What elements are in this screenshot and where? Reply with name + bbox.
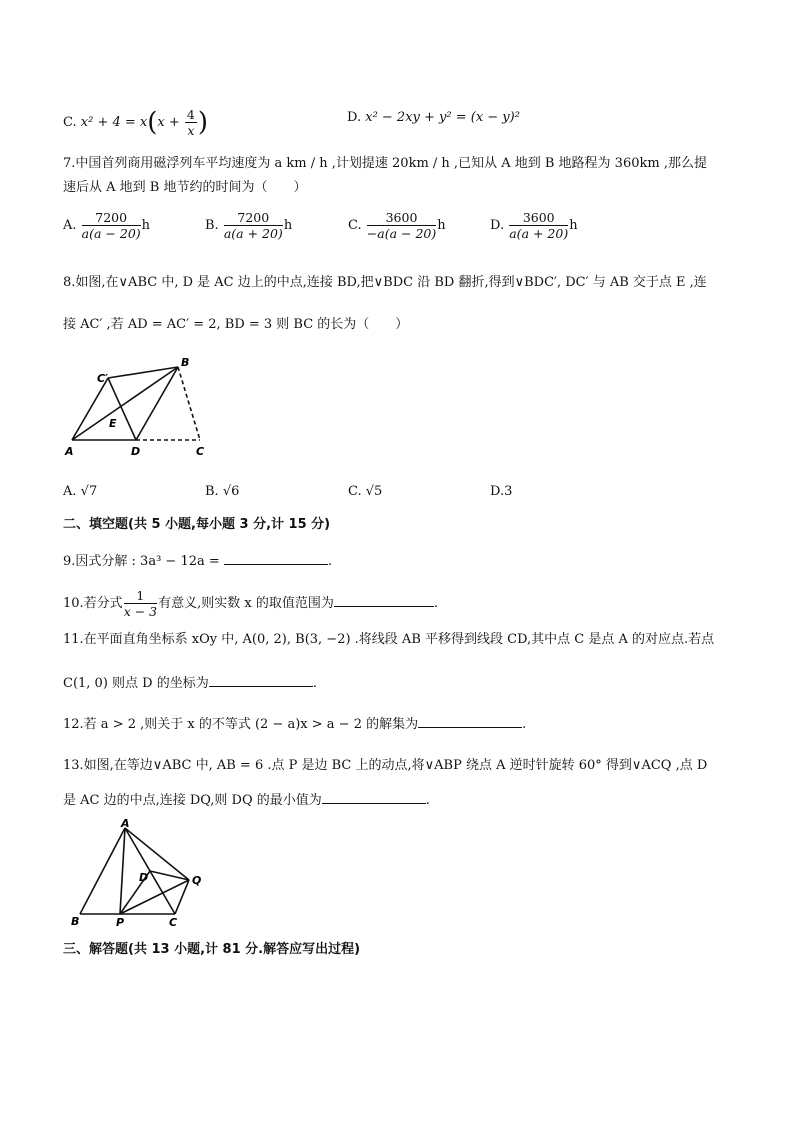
q6-option-c: C. x² + 4 = x(x + $\frac{4}{x}$ ) — [63, 107, 208, 138]
q8-option-d: D.3 — [490, 484, 513, 499]
q10: 10.若分式 $\frac{1}{x - 3}$ 有意义,则实数 x 的取值范围为 . — [63, 588, 438, 619]
label-d: D — [139, 871, 149, 884]
q6-option-d: D. x² − 2xy + y² = (x − y)² — [347, 110, 520, 125]
q8-option-a: A. √7 — [63, 484, 98, 499]
label-b: B — [181, 356, 190, 369]
label-c: C — [196, 445, 205, 458]
label-b: B — [71, 915, 80, 928]
label-e: E — [109, 417, 117, 430]
fraction: $\frac{4}{x}$ — [186, 107, 195, 138]
q8-option-b: B. √6 — [205, 484, 240, 499]
q8-figure — [60, 355, 220, 465]
q7-text-line2: 速后从 A 地到 B 地节约的时间为（ ） — [63, 180, 307, 195]
q12: 12.若 a > 2 ,则关于 x 的不等式 (2 − a)x > a − 2 的解集为 . — [63, 713, 526, 735]
q11-text-line2: C(1, 0) 则点 D 的坐标为 . — [63, 672, 317, 694]
q13-figure — [65, 818, 215, 930]
q8-text-line1: 8.如图,在∨ABC 中, D 是 AC 边上的中点,连接 BD,把∨BDC 沿 BD 翻折,得到∨BDC′, DC′ 与 AB 交于点 E ,连 — [63, 275, 707, 290]
section-3-heading: 三、解答题(共 13 小题,计 81 分.解答应写出过程) — [63, 942, 361, 957]
label-c-prime: C′ — [97, 372, 108, 385]
label-d: D — [131, 445, 141, 458]
q7-option-b: B. $\frac{7200}{a(a + 20)}$ h — [205, 210, 293, 241]
q13-text-line2: 是 AC 边的中点,连接 DQ,则 DQ 的最小值为 . — [63, 789, 430, 811]
q7-option-d: D. $\frac{3600}{a(a + 20)}$ h — [490, 210, 578, 241]
label-q: Q — [192, 874, 202, 887]
q7-option-a: A. $\frac{7200}{a(a - 20)}$ h — [63, 210, 151, 241]
label-p: P — [116, 916, 125, 929]
section-2-heading: 二、填空题(共 5 小题,每小题 3 分,计 15 分) — [63, 517, 331, 532]
q8-text-line2: 接 AC′ ,若 AD = AC′ = 2, BD = 3 则 BC 的长为（ ） — [63, 317, 409, 332]
label-a: A — [65, 445, 74, 458]
q7-option-c: C. $\frac{3600}{-a(a - 20)}$ h — [348, 210, 446, 241]
q7-text-line1: 7.中国首列商用磁浮列车平均速度为 a km / h ,计划提速 20km / h ,已知从 A 地到 B 地路程为 360km ,那么提 — [63, 156, 707, 171]
q13-text-line1: 13.如图,在等边∨ABC 中, AB = 6 .点 P 是边 BC 上的动点,将∨ABP 绕点 A 逆时针旋转 60° 得到∨ACQ ,点 D — [63, 758, 708, 773]
q8-option-c: C. √5 — [348, 484, 383, 499]
option-label: C. — [63, 115, 77, 130]
q9: 9.因式分解 : 3a³ − 12a = . — [63, 550, 332, 572]
option-expression: x² + 4 = x — [80, 115, 148, 130]
label-c: C — [169, 916, 178, 929]
label-a: A — [121, 818, 130, 830]
q11-text-line1: 11.在平面直角坐标系 xOy 中, A(0, 2), B(3, −2) .将线段 AB 平移得到线段 CD,其中点 C 是点 A 的对应点.若点 — [63, 632, 715, 647]
